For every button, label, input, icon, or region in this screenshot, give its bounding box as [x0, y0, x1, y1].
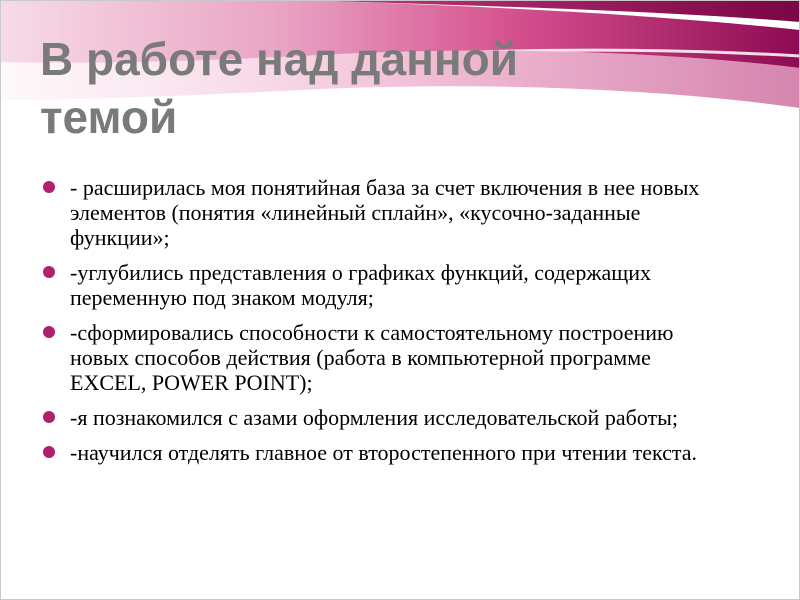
- list-item: [40, 320, 730, 395]
- circle-bullet-icon: [43, 326, 55, 338]
- circle-bullet-icon: [43, 266, 55, 278]
- slide-title: В работе над данной темой: [40, 33, 519, 143]
- bullet-list: [40, 175, 730, 475]
- bullet-text: -научился отделять главное от второстепенного при чтении текста.: [70, 440, 698, 465]
- circle-bullet-icon: [43, 181, 55, 193]
- bullet-text: -сформировались способности к самостоятельному построению новых способов действия (работа в компьютерной программе EXCEL, POWER POINT);: [70, 320, 674, 395]
- bullet-text: - расширилась моя понятийная база за счет включения в нее новых элементов (понятия «линейный сплайн», «кусочно-заданные функции»;: [70, 175, 700, 250]
- list-item: [40, 260, 730, 310]
- bullet-text: -я познакомился с азами оформления исследовательской работы;: [70, 405, 679, 430]
- circle-bullet-icon: [43, 446, 55, 458]
- list-item: [40, 440, 730, 465]
- bullet-text: -углубились представления о графиках функций, содержащих переменную под знаком модуля;: [70, 260, 651, 310]
- list-item: [40, 405, 730, 430]
- list-item: [40, 175, 730, 250]
- circle-bullet-icon: [43, 411, 55, 423]
